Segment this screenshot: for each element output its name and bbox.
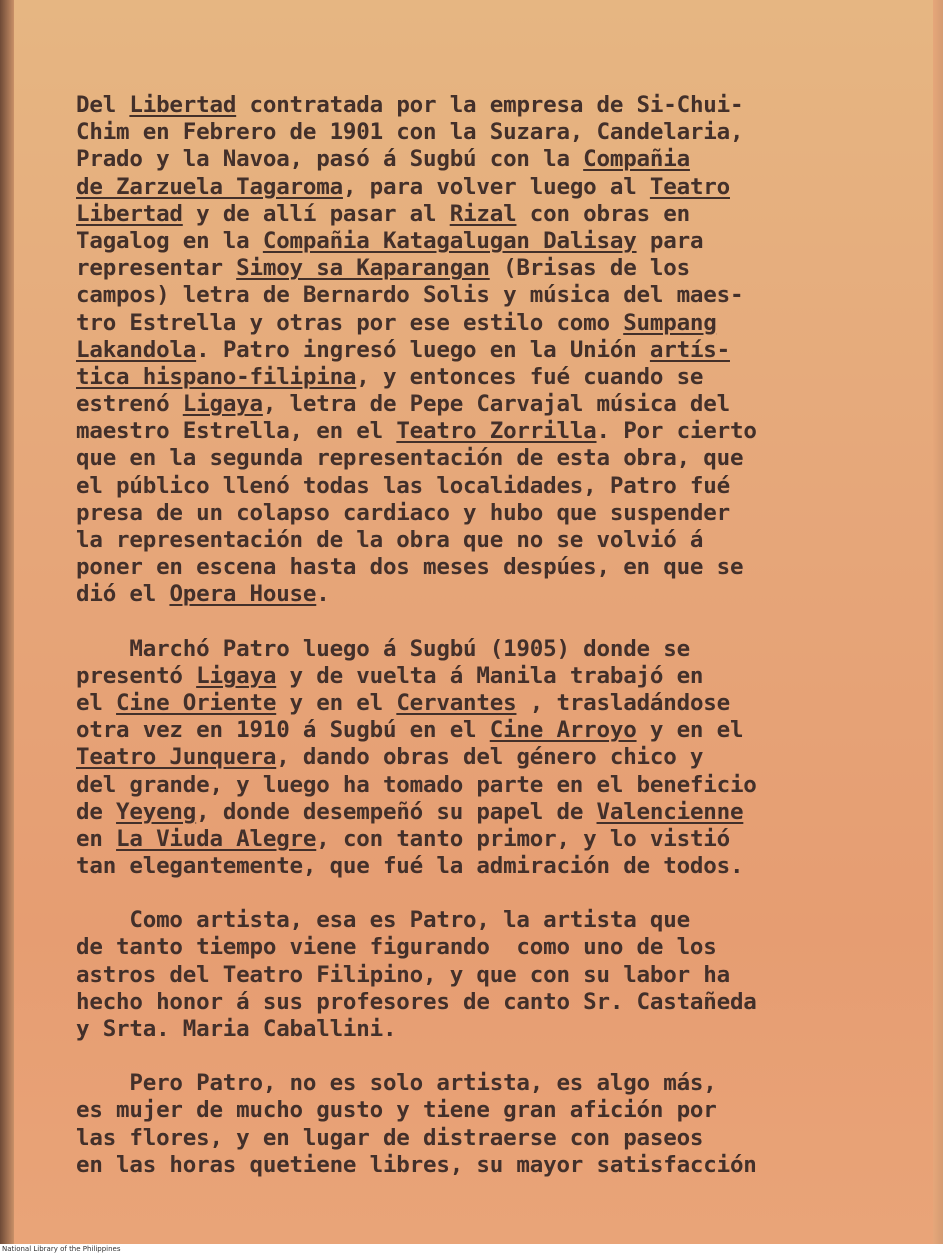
text-run: Del	[76, 92, 130, 118]
text-run: presentó	[76, 662, 197, 689]
text-line	[76, 337, 876, 364]
text-run: Chim en Febrero de 1901 con la Suzara, Candelaria,	[76, 119, 744, 146]
text-run: . Por cierto	[596, 418, 757, 445]
underlined-title: Cervantes	[396, 689, 517, 716]
text-run: estrenó	[76, 391, 183, 418]
text-line	[76, 1016, 876, 1043]
text-run: , trasladándose	[516, 689, 730, 716]
text-line	[76, 799, 876, 826]
text-line	[76, 92, 876, 119]
underlined-title: Libertad	[129, 92, 237, 118]
underlined-title: Cine Oriente	[116, 689, 277, 716]
text-run: para	[636, 227, 704, 254]
text-line	[76, 1152, 876, 1179]
underlined-title: Cine Arroyo	[489, 717, 637, 744]
underlined-title: Yeyeng	[116, 798, 197, 825]
text-run: . Patro ingresó luego en la Unión	[196, 336, 650, 363]
text-run: (Brisas de los	[489, 255, 690, 282]
text-run: de tanto tiempo viene figurando como uno de los	[76, 934, 717, 961]
text-run: presa de un colapso cardiaco y hubo que suspender	[76, 499, 730, 526]
underlined-title: Teatro Junquera	[76, 744, 277, 771]
paragraph-gap	[76, 880, 876, 907]
text-line	[76, 445, 876, 472]
text-line	[76, 826, 876, 853]
text-run: poner en escena hasta dos meses despúes, en que se	[76, 554, 744, 581]
underlined-title: tica hispano-filipina	[76, 363, 357, 390]
text-run: dió el	[76, 581, 170, 608]
text-run: , donde desempeñó su papel de	[196, 798, 597, 825]
archive-footer: National Library of the Philippines	[2, 1245, 121, 1253]
text-run: y de allí pasar al	[182, 200, 450, 227]
underlined-title: artís-	[649, 336, 730, 363]
text-line	[76, 581, 876, 608]
text-line	[76, 310, 876, 337]
text-line	[76, 636, 876, 663]
text-run: con obras en	[516, 200, 690, 227]
text-run: la representación de la obra que no se volvió á	[76, 527, 704, 553]
text-run: y en el	[636, 717, 744, 744]
paragraph-gap	[76, 609, 876, 636]
text-run: campos) letra de Bernardo Solis y música del maes-	[76, 282, 744, 309]
text-run: las flores, y en lugar de distraerse con paseos	[76, 1124, 704, 1151]
text-run: Como artista, esa es Patro, la artista que	[76, 907, 690, 934]
text-line	[76, 690, 876, 717]
text-run: , dando obras del género chico y	[276, 744, 704, 771]
underlined-title: Compañia	[583, 146, 690, 173]
text-run: de	[76, 798, 117, 825]
text-run: astros del Teatro Filipino, y que con su labor ha	[76, 961, 730, 988]
underlined-title: Ligaya	[196, 662, 277, 689]
text-run: tro Estrella y otras por ese estilo como	[76, 309, 624, 336]
text-line	[76, 744, 876, 771]
underlined-title: Teatro	[649, 173, 730, 200]
underlined-title: de Zarzuela Tagaroma	[76, 173, 343, 200]
text-run: contratada por la empresa de Si-Chui-	[236, 92, 744, 118]
underlined-title: Opera House	[169, 581, 317, 608]
text-line	[76, 364, 876, 391]
text-run: y en el	[276, 689, 397, 716]
underlined-title: Ligaya	[182, 391, 263, 418]
underlined-title: Simoy sa Kaparangan	[236, 255, 490, 282]
text-line	[76, 228, 876, 255]
underlined-title: Lakandola	[76, 336, 197, 363]
underlined-title: Libertad	[76, 200, 183, 227]
text-line	[76, 962, 876, 989]
text-run: hecho honor á sus profesores de canto Sr. Castañeda	[76, 988, 757, 1015]
text-line	[76, 255, 876, 282]
text-run: el público llenó todas las localidades, Patro fué	[76, 472, 730, 499]
paragraph	[76, 1070, 876, 1179]
text-run: .	[316, 581, 330, 608]
text-run: maestro Estrella, en el	[76, 418, 397, 445]
text-line	[76, 391, 876, 418]
text-line	[76, 989, 876, 1016]
text-line	[76, 174, 876, 201]
text-run: Pero Patro, no es solo artista, es algo más,	[76, 1070, 717, 1097]
text-line	[76, 282, 876, 309]
text-run: representar	[76, 255, 237, 282]
text-line	[76, 717, 876, 744]
text-line	[76, 663, 876, 690]
text-line	[76, 473, 876, 500]
text-run: otra vez en 1910 á Sugbú en el	[76, 717, 490, 744]
underlined-title: Teatro Zorrilla	[396, 418, 597, 445]
document-body	[76, 92, 876, 1179]
underlined-title: Compañia Katagalugan Dalisay	[262, 227, 637, 254]
text-run: , letra de Pepe Carvajal música del	[262, 391, 730, 418]
underlined-title: Valencienne	[596, 798, 744, 825]
text-run: Marchó Patro luego á Sugbú (1905) donde se	[76, 635, 690, 662]
text-run: del grande, y luego ha tomado parte en el beneficio	[76, 771, 757, 798]
text-line	[76, 1070, 876, 1097]
text-run: que en la segunda representación de esta obra, que	[76, 445, 744, 472]
paragraph-gap	[76, 1043, 876, 1070]
text-line	[76, 772, 876, 799]
text-line	[76, 1097, 876, 1124]
text-line	[76, 934, 876, 961]
text-line	[76, 500, 876, 527]
text-run: tan elegantemente, que fué la admiración de todos.	[76, 853, 744, 880]
text-run: y de vuelta á Manila trabajó en	[276, 662, 704, 689]
underlined-title: La Viuda Alegre	[116, 825, 317, 852]
text-line	[76, 119, 876, 146]
text-run: en las horas quetiene libres, su mayor satisfacción	[76, 1151, 757, 1178]
text-run: , con tanto primor, y lo vistió	[316, 825, 730, 852]
text-run: es mujer de mucho gusto y tiene gran afición por	[76, 1097, 717, 1124]
text-line	[76, 527, 876, 554]
underlined-title: Rizal	[449, 200, 517, 227]
text-line	[76, 1125, 876, 1152]
text-line	[76, 554, 876, 581]
text-run: el	[76, 689, 117, 716]
text-run: Tagalog en la	[76, 227, 263, 254]
underlined-title: Sumpang	[623, 309, 717, 336]
paragraph	[76, 907, 876, 1043]
text-run: y Srta. Maria Caballini.	[76, 1016, 397, 1042]
text-line	[76, 418, 876, 445]
text-line	[76, 146, 876, 173]
text-run: Prado y la Navoa, pasó á Sugbú con la	[76, 146, 584, 173]
text-run: , y entonces fué cuando se	[356, 363, 704, 390]
text-run: , para volver luego al	[342, 173, 650, 200]
text-line	[76, 907, 876, 934]
paragraph	[76, 636, 876, 881]
text-run: en	[76, 825, 117, 852]
text-line	[76, 853, 876, 880]
text-line	[76, 201, 876, 228]
paragraph	[76, 92, 876, 609]
